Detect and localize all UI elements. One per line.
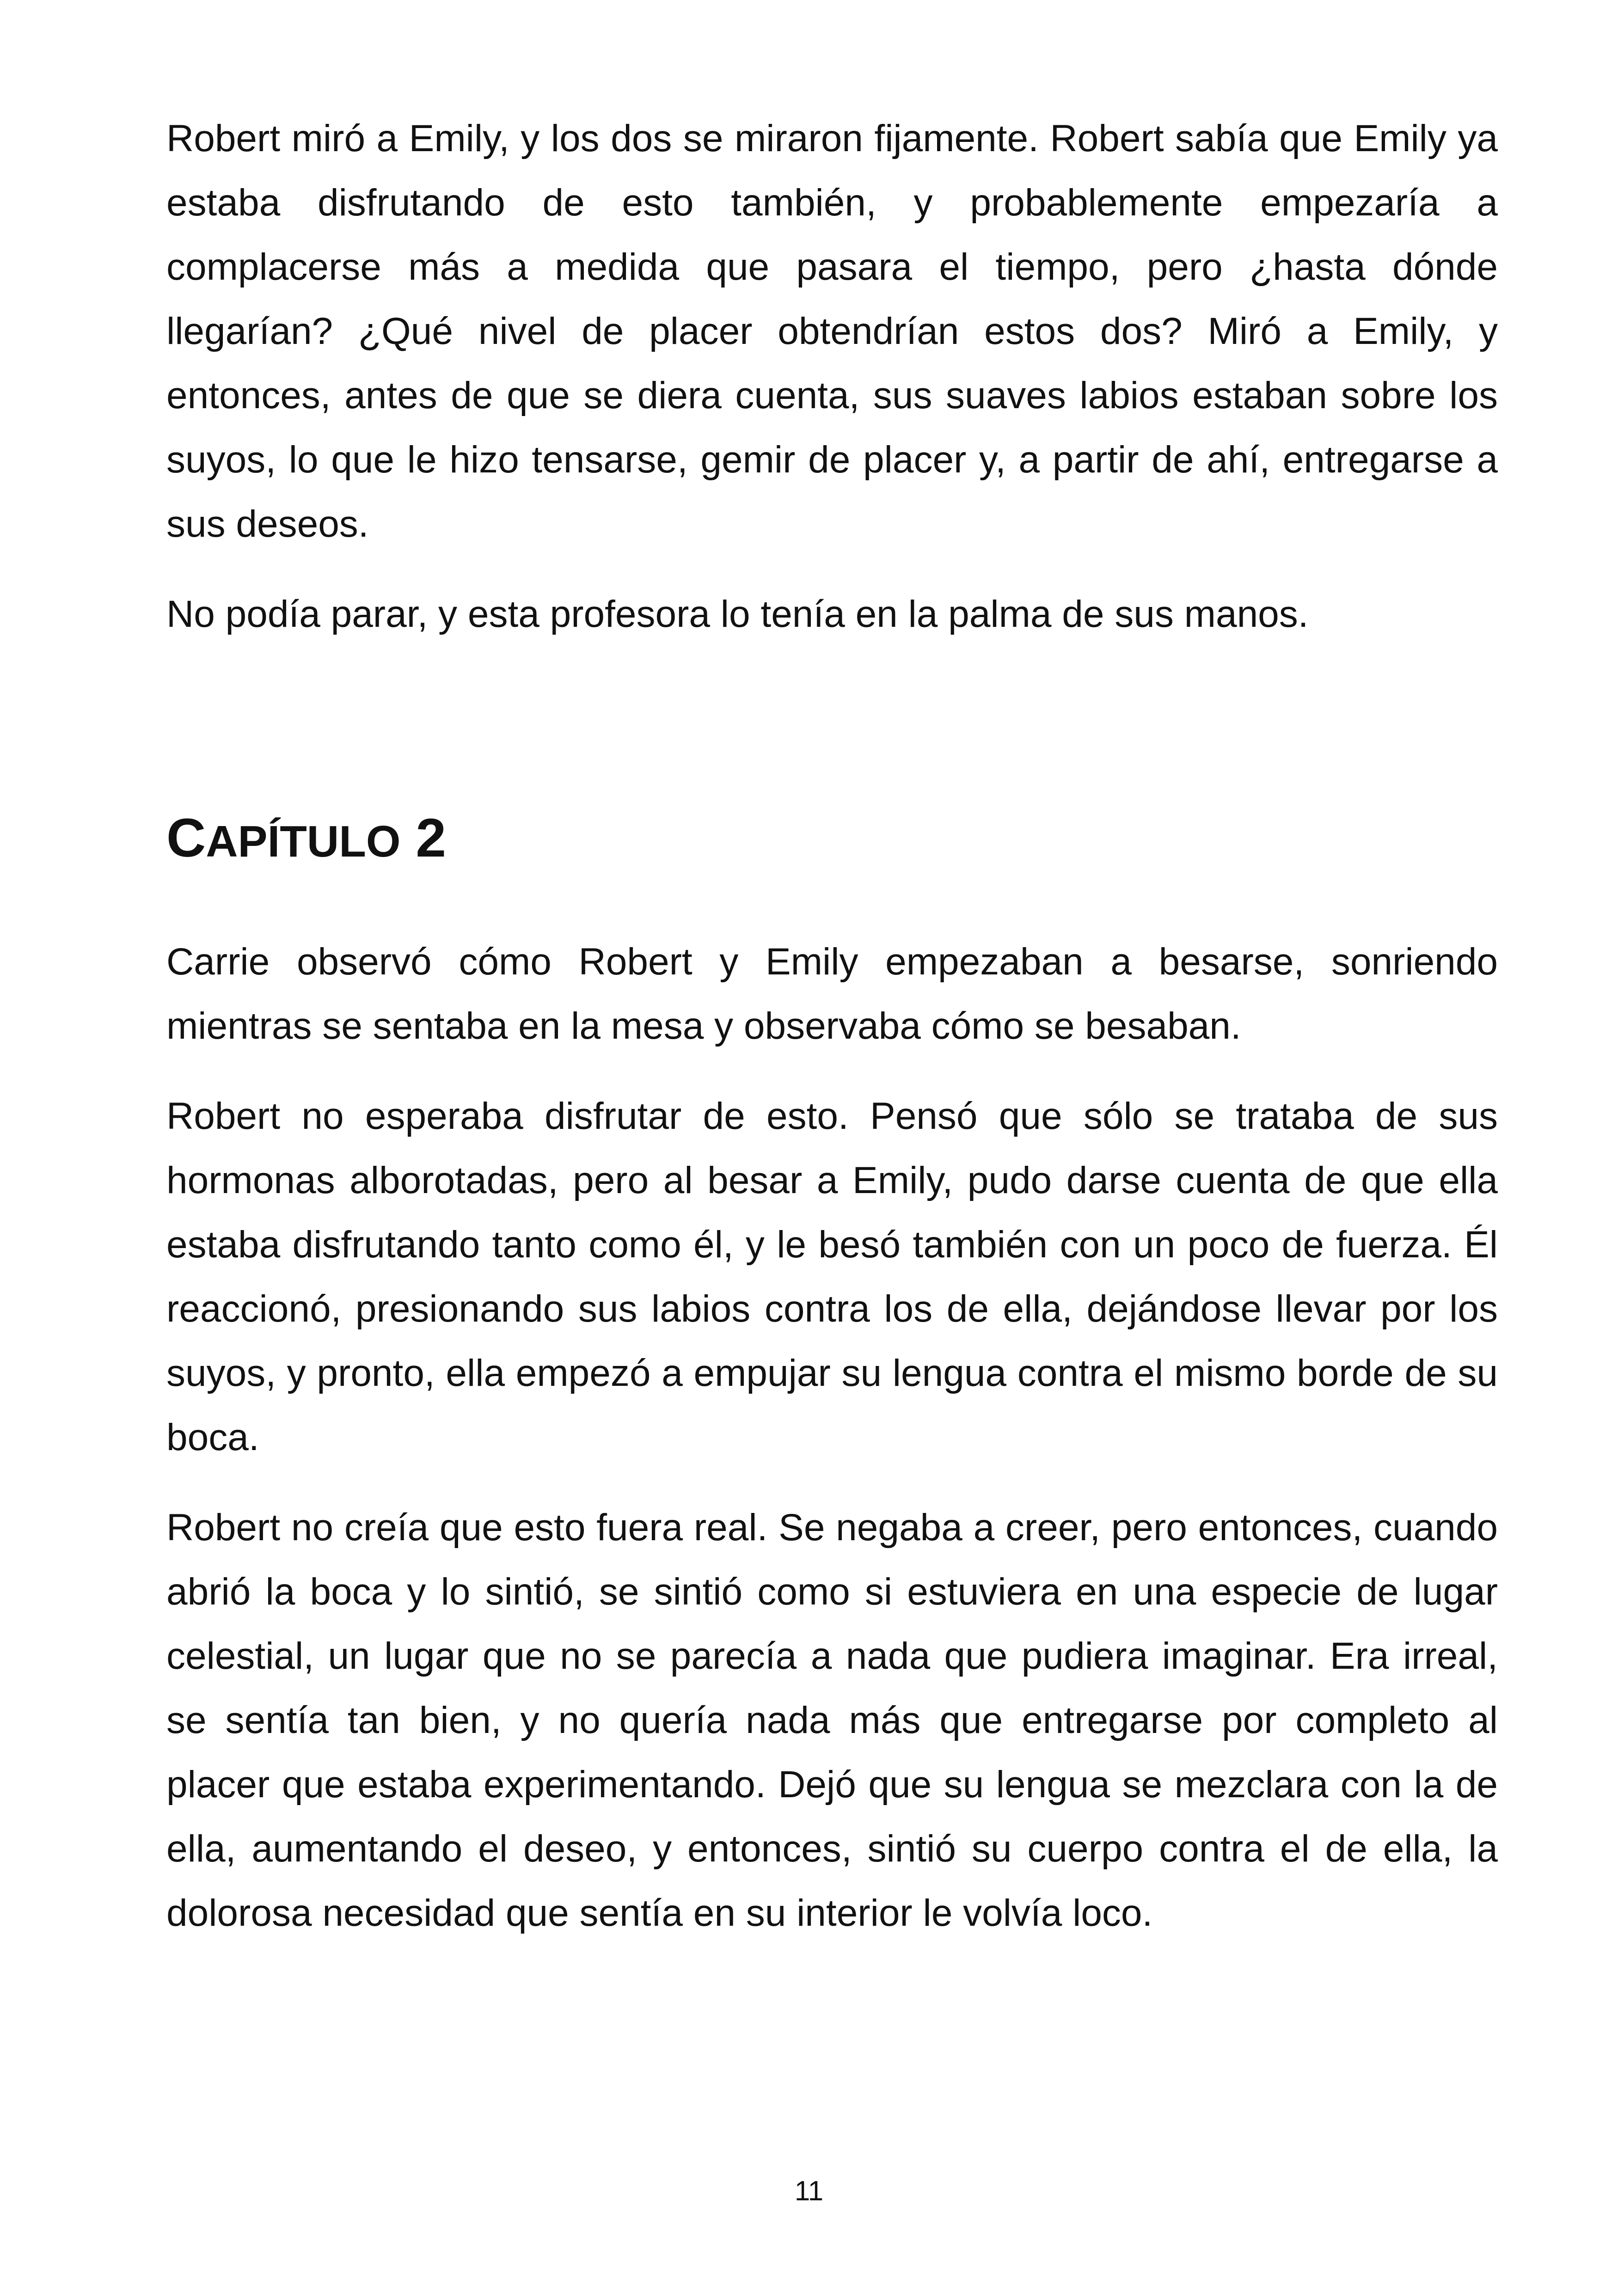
chapter-title-initial: C bbox=[166, 808, 206, 869]
chapter-title-rest: APÍTULO bbox=[206, 817, 401, 866]
paragraph-5: Robert no creía que esto fuera real. Se negaba a creer, pero entonces, cuando abrió la boca y lo sintió, se sintió como si estuviera en una especie de lugar celestial, un lugar que no se parecía a nada que pudiera imaginar. Era irreal, se sentía tan bien, y no quería nada más que entregarse por completo al placer que estaba experimentando. Dejó que su lengua se mezclara con la de ella, aumentando el deseo, y entonces, sintió su cuerpo contra el de ella, la dolorosa necesidad que sentía en su interior le volvía loco. bbox=[166, 1506, 1498, 1934]
chapter-number: 2 bbox=[416, 808, 446, 869]
chapter-title bbox=[166, 806, 1498, 874]
paragraph-2: No podía parar, y esta profesora lo tenía en la palma de sus manos. bbox=[166, 593, 1309, 635]
paragraph-1: Robert miró a Emily, y los dos se miraron fijamente. Robert sabía que Emily ya estaba disfrutando de esto también, y probablemente empezaría a complacerse más a medida que pasara el tiempo, pero ¿hasta dónde llegarían? ¿Qué nivel de placer obtendrían estos dos? Miró a Emily, y entonces, antes de que se diera cuenta, sus suaves labios estaban sobre los suyos, lo que le hizo tensarse, gemir de placer y, a partir de ahí, entregarse a sus deseos. bbox=[166, 117, 1498, 545]
page-body bbox=[166, 106, 1498, 1945]
paragraph-4: Robert no esperaba disfrutar de esto. Pensó que sólo se trataba de sus hormonas alborotadas, pero al besar a Emily, pudo darse cuenta de que ella estaba disfrutando tanto como él, y le besó también con un poco de fuerza. Él reaccionó, presionando sus labios contra los de ella, dejándose llevar por los suyos, y pronto, ella empezó a empujar su lengua contra el mismo borde de su boca. bbox=[166, 1095, 1498, 1458]
page-number: 11 bbox=[794, 2175, 824, 2206]
paragraph-3: Carrie observó cómo Robert y Emily empezaban a besarse, sonriendo mientras se sentaba en la mesa y observaba cómo se besaban. bbox=[166, 941, 1498, 1047]
